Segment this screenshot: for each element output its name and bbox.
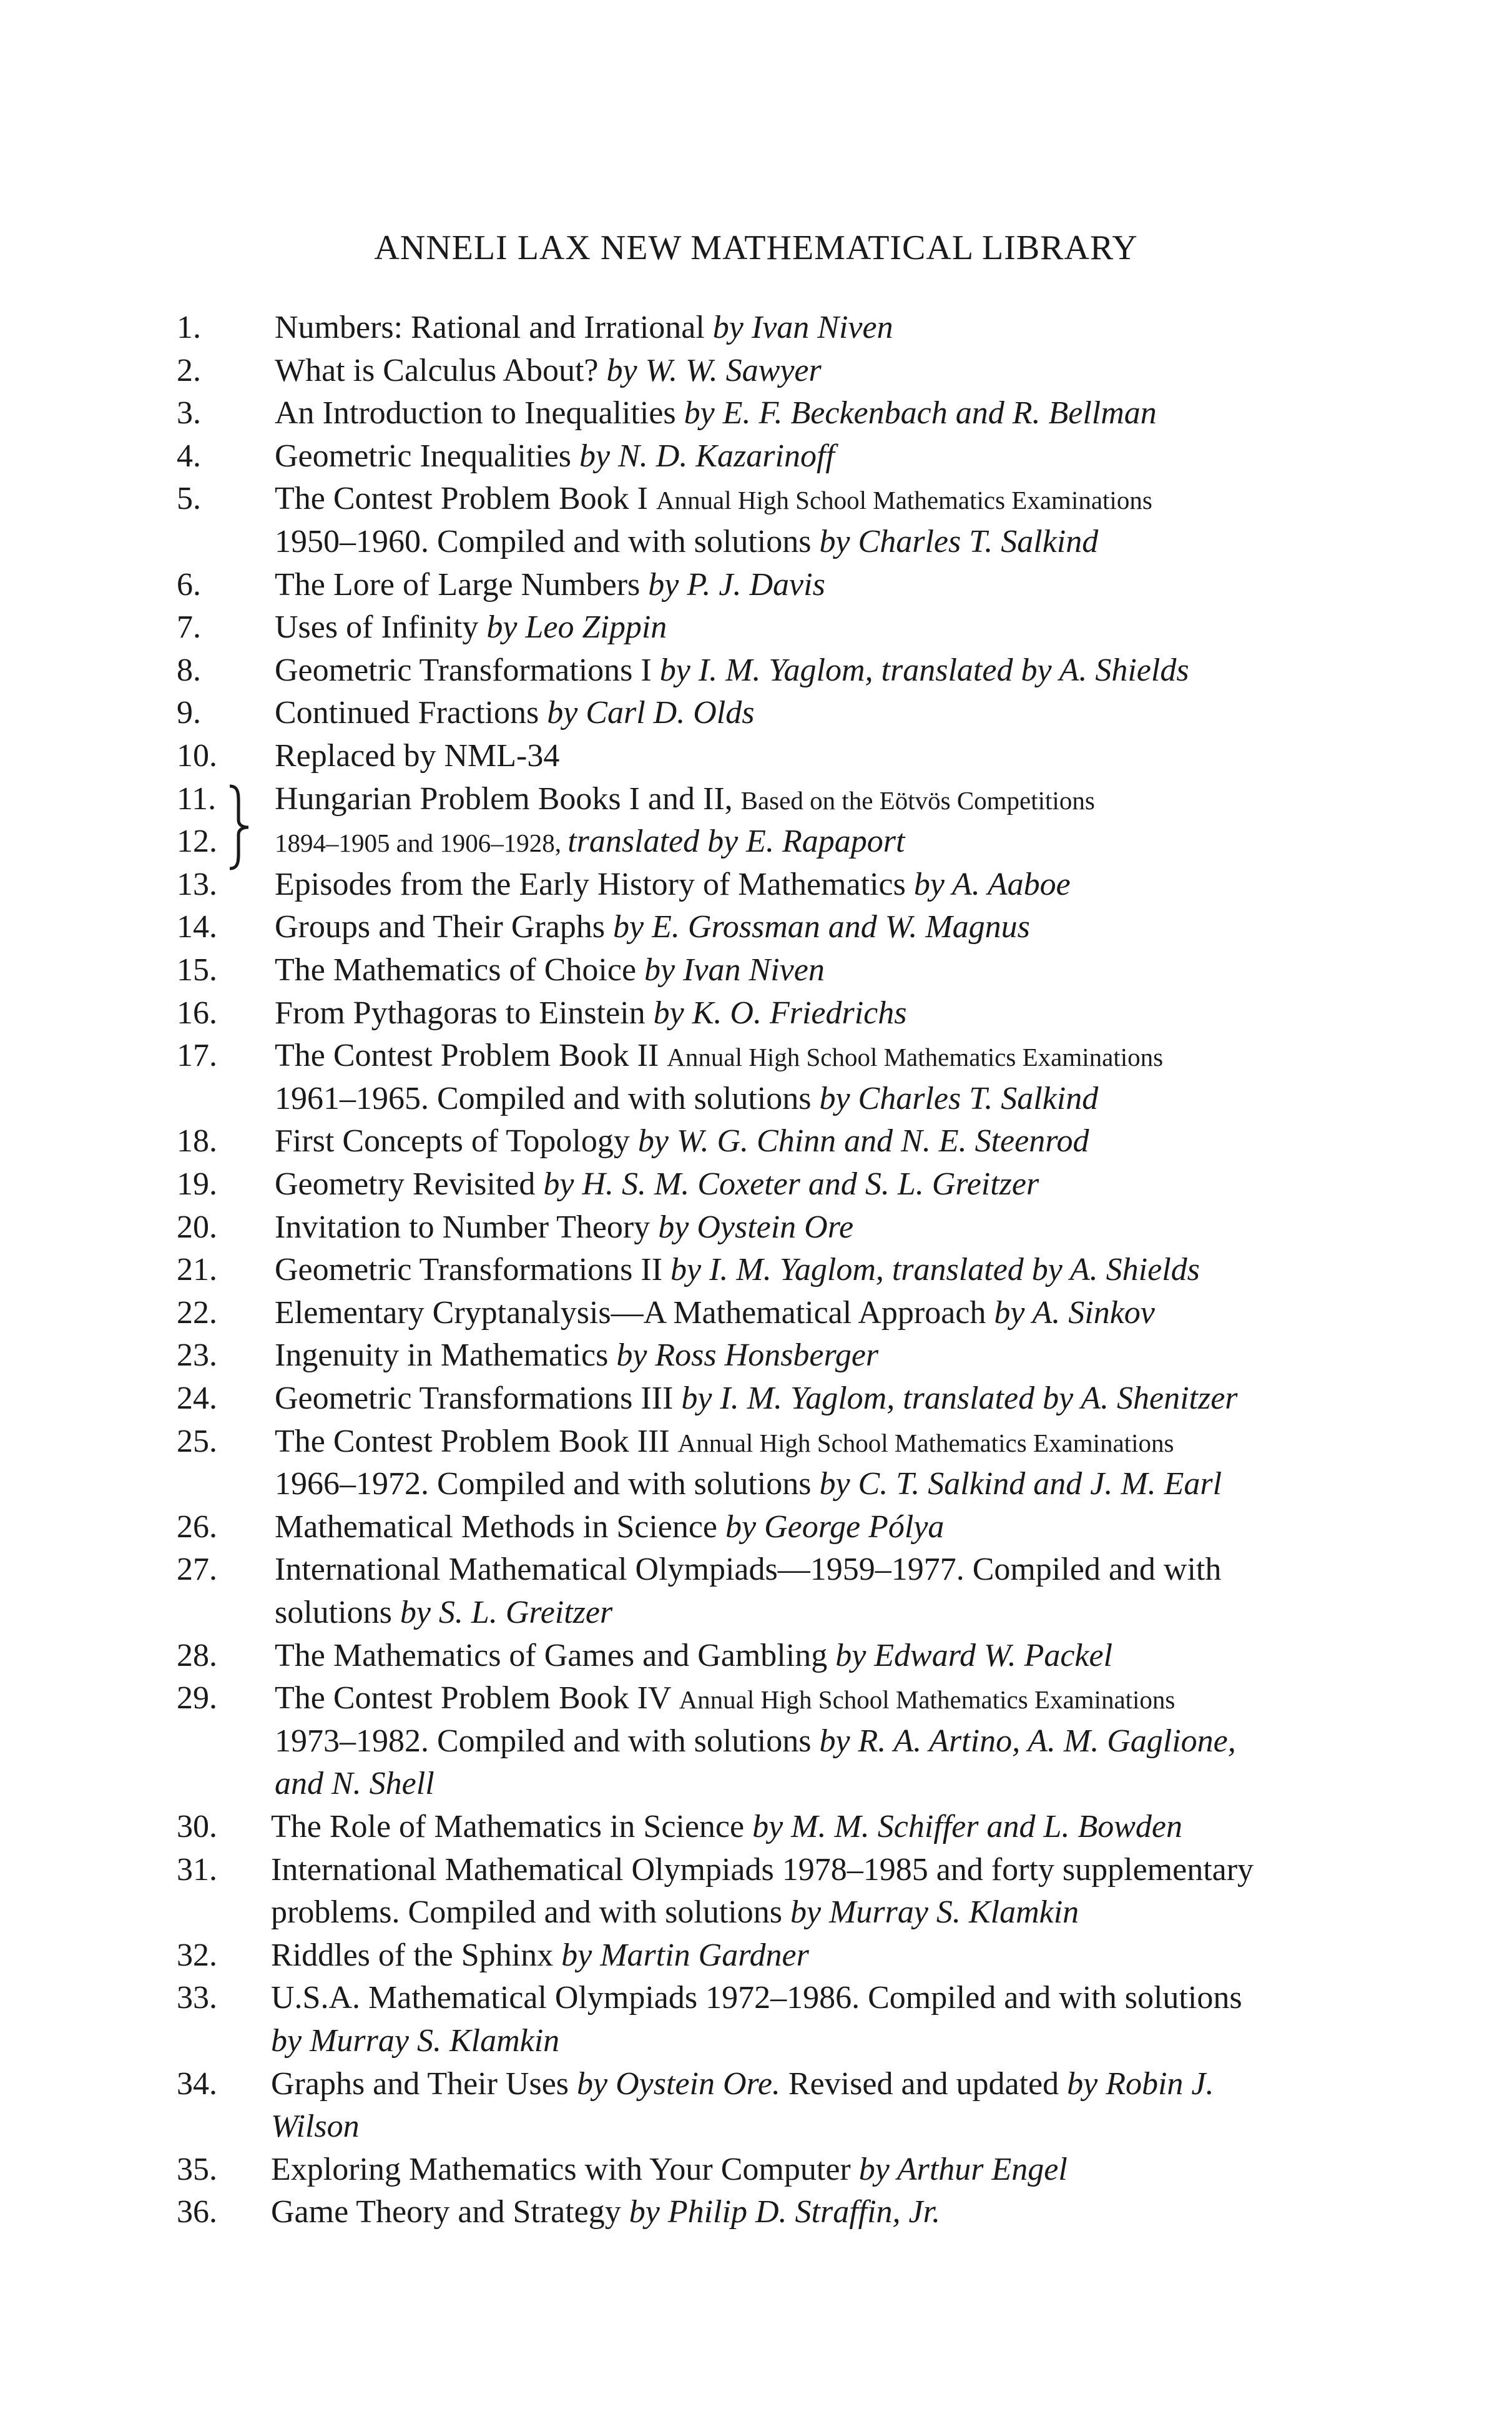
entry-line: [275, 1551, 1221, 1588]
entry-line: [275, 1380, 1238, 1417]
entry-subtitle: Annual High School Mathematics Examinations: [679, 1685, 1176, 1715]
entry-author: by S. L. Greitzer: [400, 1595, 613, 1630]
entry-line: [275, 908, 1030, 945]
entry-number: 16.: [177, 995, 217, 1031]
entry-line: [275, 609, 667, 646]
entry-line: [271, 2108, 360, 2145]
entry-title: First Concepts of Topology: [275, 1123, 638, 1159]
entry-title: Geometric Inequalities: [275, 438, 580, 474]
entry-author: by A. Sinkov: [994, 1294, 1155, 1331]
entry-line: [275, 1337, 878, 1374]
entry-author: by Leo Zippin: [486, 609, 667, 646]
entry-title: Elementary Cryptanalysis—A Mathematical Approach: [275, 1294, 994, 1331]
entry-author: by R. A. Artino, A. M. Gaglione,: [819, 1723, 1236, 1759]
entry-line: [275, 694, 754, 731]
entry-number: 8.: [177, 652, 201, 688]
entry-line: [271, 1851, 1254, 1888]
entry-author: by Murray S. Klamkin: [790, 1894, 1079, 1931]
entry-number: 9.: [177, 695, 201, 731]
entry-line: [275, 866, 1071, 903]
entry-number: 12.: [177, 824, 217, 860]
entry-title: Mathematical Methods in Science: [275, 1509, 726, 1545]
entry-number: 13.: [177, 866, 217, 902]
entry-number: 14.: [177, 909, 217, 945]
entry-title: From Pythagoras to Einstein: [275, 995, 654, 1031]
entry-line: [275, 1080, 1098, 1117]
brace-icon: [226, 784, 253, 871]
entry-author: by Charles T. Salkind: [819, 1080, 1099, 1116]
entry-title: Invitation to Number Theory: [275, 1209, 659, 1245]
entry-line: [275, 395, 1157, 431]
entry-author: by Martin Gardner: [561, 1937, 809, 1973]
entry-title: The Mathematics of Games and Gambling: [275, 1637, 836, 1673]
entry-title: Numbers: Rational and Irrational: [275, 310, 713, 345]
entry-line: [275, 1166, 1039, 1203]
entry-number: 32.: [177, 1937, 217, 1973]
entry-line: [275, 737, 559, 774]
entry-title: An Introduction to Inequalities: [275, 395, 684, 431]
entry-number: 19.: [177, 1166, 217, 1202]
entry-line: [275, 309, 893, 346]
entry-author: by K. O. Friedrichs: [653, 995, 907, 1031]
entry-title: 1961–1965. Compiled and with solutions: [275, 1080, 820, 1116]
entry-line: [275, 566, 825, 603]
entry-author: by Oystein Ore: [658, 1209, 854, 1245]
entry-author: translated by E. Rapaport: [567, 824, 905, 860]
entry-line: [271, 2151, 1068, 2188]
entry-number: 24.: [177, 1381, 217, 1416]
entry-number: 10.: [177, 738, 217, 774]
entry-number: 11.: [177, 780, 217, 817]
entry-author: by I. M. Yaglom, translated by A. Shields: [659, 652, 1189, 688]
entry-author: by Ivan Niven: [712, 310, 893, 345]
entry-line: [275, 1123, 1089, 1159]
entry-author: by Ivan Niven: [644, 952, 825, 988]
entry-title: The Role of Mathematics in Science: [271, 1809, 753, 1844]
entry-line: [275, 523, 1098, 560]
entry-number: 5.: [177, 481, 201, 517]
entry-author: by Ross Honsberger: [616, 1337, 879, 1374]
entry-author: by I. M. Yaglom, translated by A. Shields: [670, 1252, 1200, 1288]
entry-line: [275, 438, 835, 475]
entry-line: [275, 1680, 1175, 1716]
entry-title: The Contest Problem Book II: [275, 1038, 667, 1074]
entry-title: 1966–1972. Compiled and with solutions: [275, 1466, 820, 1502]
entry-line: [275, 1423, 1174, 1460]
entry-line: [275, 1294, 1155, 1331]
entry-line: [275, 780, 1095, 817]
page-title: ANNELI LAX NEW MATHEMATICAL LIBRARY: [374, 229, 1138, 267]
entry-number: 34.: [177, 2065, 217, 2102]
entry-subtitle: Annual High School Mathematics Examinations: [655, 486, 1152, 515]
entry-title: solutions: [275, 1595, 400, 1630]
entry-title: International Mathematical Olympiads—1959–1977. Compiled and with: [275, 1552, 1222, 1588]
entry-author: by Charles T. Salkind: [819, 524, 1099, 559]
entry-title: Ingenuity in Mathematics: [275, 1337, 617, 1374]
entry-number: 25.: [177, 1423, 217, 1459]
entry-line: [275, 1637, 1112, 1674]
entry-line: [271, 1894, 1079, 1931]
entry-line: [275, 1251, 1200, 1288]
entry-title: 1950–1960. Compiled and with solutions: [275, 524, 820, 559]
entry-title: Geometric Transformations III: [275, 1381, 682, 1416]
entry-title: U.S.A. Mathematical Olympiads 1972–1986. Compiled and with solutions: [271, 1980, 1242, 2016]
entry-author: by Edward W. Packel: [835, 1637, 1113, 1673]
entry-title: Episodes from the Early History of Mathematics: [275, 866, 914, 902]
entry-line: [271, 1979, 1242, 2016]
entry-author: by Philip D. Straffin, Jr.: [629, 2194, 941, 2230]
entry-title: 1894–1905 and 1906–1928,: [275, 829, 568, 858]
entry-line: [271, 1808, 1182, 1845]
entry-title: problems. Compiled and with solutions: [271, 1894, 790, 1931]
entry-line: [275, 1723, 1236, 1760]
entry-title: What is Calculus About?: [275, 352, 607, 388]
entry-number: 30.: [177, 1809, 217, 1844]
entry-number: 36.: [177, 2194, 217, 2230]
entry-number: 2.: [177, 352, 201, 388]
entry-number: 26.: [177, 1509, 217, 1545]
entry-title: The Contest Problem Book III: [275, 1423, 678, 1459]
entry-title: Geometric Transformations II: [275, 1252, 671, 1288]
entry-title: 1973–1982. Compiled and with solutions: [275, 1723, 820, 1759]
entry-title: The Mathematics of Choice: [275, 952, 645, 988]
entry-title: Game Theory and Strategy: [271, 2194, 629, 2230]
entry-line: [275, 1594, 612, 1631]
entry-line: [275, 1209, 853, 1246]
entry-title: Geometry Revisited: [275, 1166, 544, 1202]
entry-number: 17.: [177, 1038, 217, 1074]
entry-number: 22.: [177, 1294, 217, 1331]
entry-title: Uses of Infinity: [275, 609, 487, 646]
entry-title: The Contest Problem Book I: [275, 481, 656, 517]
entry-line: [275, 952, 825, 988]
entry-subtitle: Based on the Eötvös Competitions: [740, 785, 1095, 815]
entry-author: by W. G. Chinn and N. E. Steenrod: [637, 1123, 1089, 1159]
entry-line: [275, 1765, 434, 1802]
entry-number: 35.: [177, 2151, 217, 2187]
entry-number: 31.: [177, 1851, 217, 1888]
entry-number: 6.: [177, 566, 201, 603]
entry-line: [275, 823, 905, 860]
entry-author: by Murray S. Klamkin: [271, 2023, 560, 2059]
entry-number: 23.: [177, 1337, 217, 1374]
entry-author: Wilson: [271, 2109, 360, 2145]
entry-line: [271, 2022, 559, 2059]
entry-number: 4.: [177, 438, 201, 474]
entry-title: Groups and Their Graphs: [275, 909, 614, 945]
entry-number: 7.: [177, 609, 201, 646]
entry-line: [271, 2193, 940, 2230]
entry-author: by I. M. Yaglom, translated by A. Shenitzer: [681, 1381, 1238, 1416]
entry-subtitle: Annual High School Mathematics Examinations: [677, 1428, 1174, 1457]
entry-author: by H. S. M. Coxeter and S. L. Greitzer: [543, 1166, 1039, 1202]
entry-number: 27.: [177, 1552, 217, 1588]
entry-author: by N. D. Kazarinoff: [579, 438, 835, 474]
entry-line: [275, 1465, 1222, 1502]
entry-author: and N. Shell: [275, 1766, 434, 1802]
entry-title: Continued Fractions: [275, 695, 547, 731]
entry-number: 33.: [177, 1980, 217, 2016]
entry-author: by E. Grossman and W. Magnus: [613, 909, 1030, 945]
entry-title: The Lore of Large Numbers: [275, 566, 649, 603]
entry-subtitle: Annual High School Mathematics Examinations: [667, 1043, 1164, 1072]
entry-number: 3.: [177, 395, 201, 431]
entry-line: [275, 1509, 944, 1545]
entry-number: 18.: [177, 1123, 217, 1159]
entry-author: by Arthur Engel: [858, 2151, 1068, 2187]
entry-title: Hungarian Problem Books I and II,: [275, 780, 741, 817]
entry-title: International Mathematical Olympiads 1978–1985 and forty supplementary: [271, 1851, 1254, 1888]
entry-line: [275, 652, 1189, 689]
entry-title: Riddles of the Sphinx: [271, 1937, 562, 1973]
entry-author: by A. Aaboe: [913, 866, 1071, 902]
entry-number: 20.: [177, 1209, 217, 1245]
entry-author: by George Pólya: [725, 1509, 945, 1545]
entry-title: Exploring Mathematics with Your Computer: [271, 2151, 859, 2187]
entry-number: 1.: [177, 310, 201, 345]
entry-line: [275, 1037, 1163, 1074]
entry-title: Revised and updated: [780, 2065, 1068, 2102]
entry-line: [275, 995, 906, 1031]
entry-line: [275, 480, 1152, 517]
entry-number: 28.: [177, 1637, 217, 1673]
entry-author: by C. T. Salkind and J. M. Earl: [819, 1466, 1222, 1502]
entry-title: Replaced by NML-34: [275, 738, 560, 774]
entry-author: by Robin J.: [1067, 2065, 1214, 2102]
entry-author: by M. M. Schiffer and L. Bowden: [752, 1809, 1182, 1844]
entry-author: by Oystein Ore.: [577, 2065, 780, 2102]
entry-line: [271, 2065, 1214, 2102]
entry-line: [271, 1937, 809, 1974]
entry-number: 21.: [177, 1252, 217, 1288]
entry-author: by Carl D. Olds: [547, 695, 755, 731]
entry-title: The Contest Problem Book IV: [275, 1680, 679, 1716]
entry-number: 29.: [177, 1680, 217, 1716]
entry-author: by E. F. Beckenbach and R. Bellman: [684, 395, 1157, 431]
entry-line: [275, 352, 822, 389]
entry-title: Graphs and Their Uses: [271, 2065, 577, 2102]
entry-number: 15.: [177, 952, 217, 988]
entry-author: by W. W. Sawyer: [606, 352, 822, 388]
entry-title: Geometric Transformations I: [275, 652, 660, 688]
entry-author: by P. J. Davis: [648, 566, 825, 603]
